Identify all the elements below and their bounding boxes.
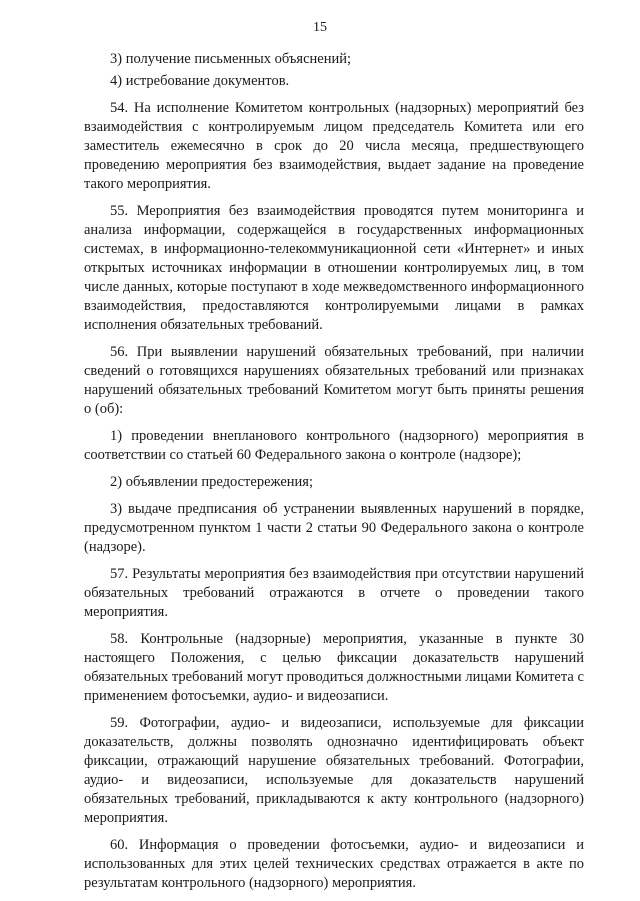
item-unscheduled-inspection: 1) проведении внепланового контрольного (надзорного) мероприятия в соответствии со статьей 60 Федерального закона о контроле (надзоре); xyxy=(84,428,584,463)
item-documents-request: 4) истребование документов. xyxy=(110,73,290,89)
paragraph-54: 54. На исполнение Комитетом контрольных (надзорных) мероприятий без взаимодействия с контролируемым лицом председатель Комитета или его заместитель ежемесячно в срок до 20 числа месяца, предшествующего проведению мероприятия без взаимодействия, выдает задание на проведение такого мероприятия. xyxy=(84,100,584,192)
paragraph-60: 60. Информация о проведении фотосъемки, аудио- и видеозаписи и использованных для этих целей технических средствах отражается в акте по результатам контрольного (надзорного) мероприятия. xyxy=(84,837,584,891)
paragraph-56: 56. При выявлении нарушений обязательных требований, при наличии сведений о готовящихся нарушениях обязательных требований или признаках нарушений обязательных требований Комитетом могут быть приняты решения о (об): xyxy=(84,344,584,417)
document-body xyxy=(84,50,584,901)
paragraph-59: 59. Фотографии, аудио- и видеозаписи, используемые для фиксации доказательств, должны позволять однозначно идентифицировать объект фиксации, отражающий нарушение обязательных требований. Фотографии, аудио- и видеозаписи, используемые для доказательств нарушений обязательных требований, прикладываются к акту контрольного (надзорного) мероприятия. xyxy=(84,715,584,826)
paragraph-55: 55. Мероприятия без взаимодействия проводятся путем мониторинга и анализа информации, содержащейся в государственных информационных системах, в информационно-телекоммуникационной сети «Интернет» и иных открытых источниках информации в отношении контролируемых лиц, в том числе данных, которые поступают в ходе межведомственного информационного взаимодействия, предоставляются контролируемыми лицами в рамках исполнения обязательных требований. xyxy=(84,203,584,333)
page-number: 15 xyxy=(313,20,327,35)
item-prescription: 3) выдаче предписания об устранении выявленных нарушений в порядке, предусмотренном пунктом 1 части 2 статьи 90 Федерального закона о контроле (надзоре). xyxy=(84,501,584,555)
paragraph-58: 58. Контрольные (надзорные) мероприятия, указанные в пункте 30 настоящего Положения, с целью фиксации доказательств нарушений обязательных требований могут проводиться должностными лицами Комитета с применением фотосъемки, аудио- и видеозаписи. xyxy=(84,631,584,704)
item-written-explanations: 3) получение письменных объяснений; xyxy=(110,51,352,67)
paragraph-57: 57. Результаты мероприятия без взаимодействия при отсутствии нарушений обязательных требований отражаются в отчете о проведении такого мероприятия. xyxy=(84,566,584,620)
item-warning: 2) объявлении предостережения; xyxy=(110,474,313,490)
